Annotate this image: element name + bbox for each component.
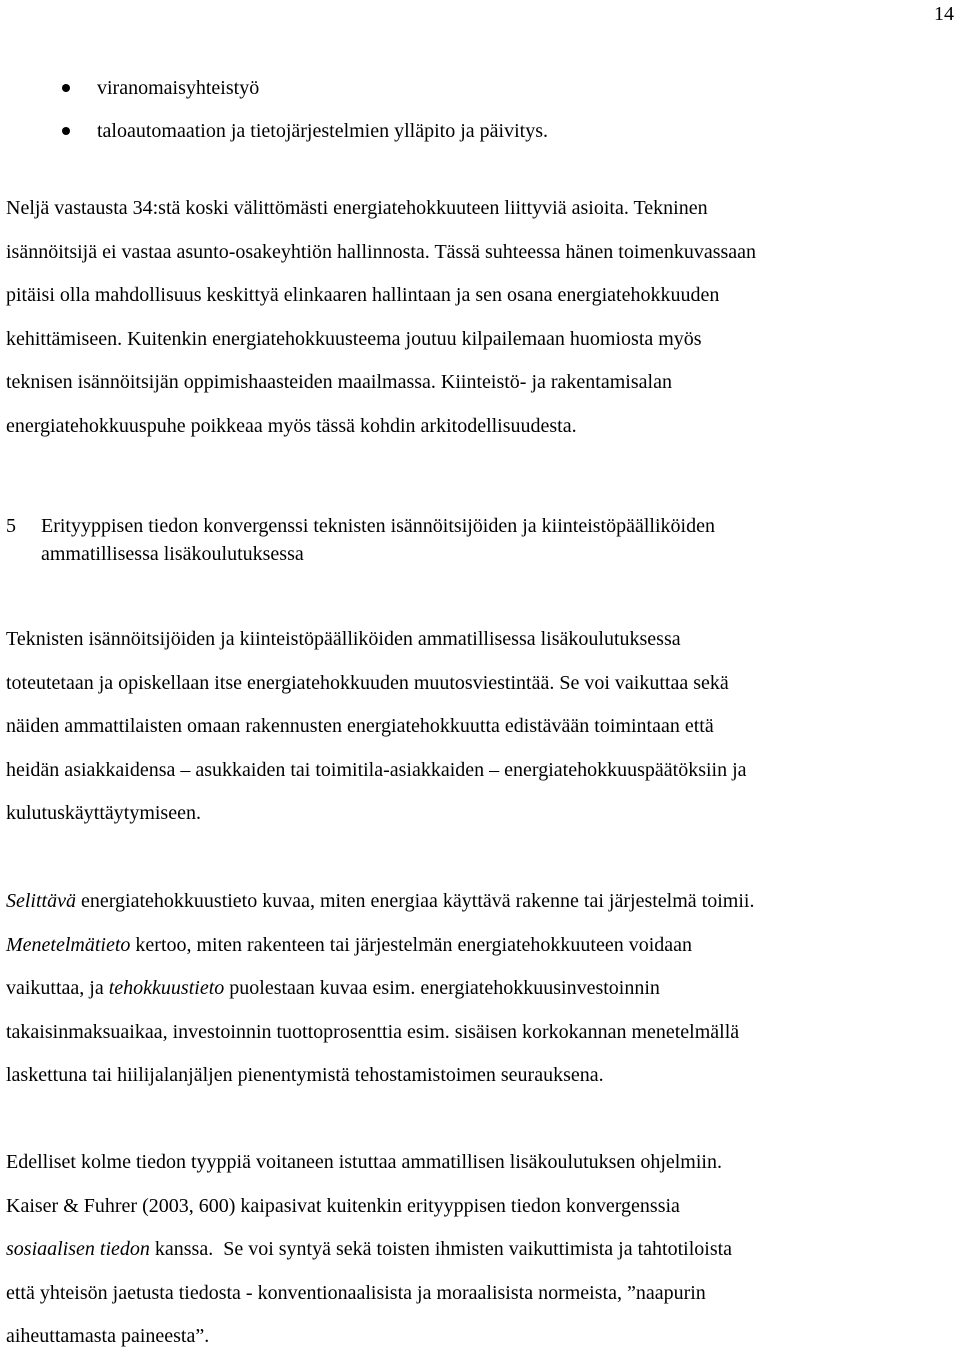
text-line: että yhteisön jaetusta tiedosta - konventionaalisista ja moraalisista normeista, ”naapurin	[6, 1281, 706, 1304]
text-line: Kaiser & Fuhrer (2003, 600) kaipasivat kuitenkin erityyppisen tiedon konvergenssia	[6, 1194, 680, 1217]
emphasis-text: Menetelmätieto	[6, 933, 131, 956]
section-title	[41, 512, 715, 568]
bullet-icon	[62, 84, 70, 92]
emphasis-text: sosiaalisen tiedon	[6, 1238, 150, 1261]
emphasis-text: tehokkuustieto	[108, 977, 225, 1000]
text-line: laskettuna tai hiilijalanjäljen pienentymistä tehostamistoimen seurauksena.	[6, 1064, 604, 1087]
text-line: aiheuttamasta paineesta”.	[6, 1325, 210, 1348]
list-item	[62, 117, 548, 160]
text-span: kanssa. Se voi syntyä sekä toisten ihmisten vaikuttimista ja tahtotiloista	[149, 1238, 733, 1261]
text-line: teknisen isännöitsijän oppimishaasteiden maailmassa. Kiinteistö- ja rakentamisalan	[6, 371, 672, 394]
text-line: isännöitsijä ei vastaa asunto-osakeyhtiön hallinnosta. Tässä suhteessa hänen toimenkuvassaan	[6, 240, 757, 263]
text-line: takaisinmaksuaikaa, investoinnin tuottoprosenttia esim. sisäisen korkokannan menetelmällä	[6, 1020, 740, 1043]
text-line: toteutetaan ja opiskellaan itse energiatehokkuuden muutosviestintää. Se voi vaikuttaa sekä	[6, 671, 729, 694]
section-title-line: Erityyppisen tiedon konvergenssi teknisten isännöitsijöiden ja kiinteistöpäälliköiden	[41, 515, 715, 537]
text-line: Neljä vastausta 34:stä koski välittömästi energiatehokkuuteen liittyviä asioita. Tekninen	[6, 197, 708, 219]
text-line	[6, 967, 956, 1011]
section-title-line: ammatillisessa lisäkoulutuksessa	[41, 543, 304, 565]
paragraph-training	[6, 618, 956, 836]
text-line: pitäisi olla mahdollisuus keskittyä elinkaaren hallintaan ja sen osana energiatehokkuuden	[6, 284, 720, 307]
text-span: kertoo, miten rakenteen tai järjestelmän energiatehokkuuteen voidaan	[130, 933, 693, 956]
bullet-list	[62, 74, 548, 160]
paragraph-knowledge-types	[6, 880, 956, 1098]
text-line	[6, 880, 956, 924]
list-item	[62, 74, 548, 117]
text-line: Teknisten isännöitsijöiden ja kiinteistöpäälliköiden ammatillisessa lisäkoulutuksessa	[6, 628, 681, 650]
text-line: energiatehokkuuspuhe poikkeaa myös tässä kohdin arkitodellisuudesta.	[6, 414, 577, 437]
bullet-icon	[62, 127, 70, 135]
text-span: puolestaan kuvaa esim. energiatehokkuusinvestoinnin	[224, 977, 660, 1000]
text-span: vaikuttaa, ja	[6, 977, 109, 1000]
list-item-text: taloautomaation ja tietojärjestelmien ylläpito ja päivitys.	[97, 120, 548, 142]
paragraph-social-knowledge	[6, 1141, 956, 1359]
text-line: kulutuskäyttäytymiseen.	[6, 802, 201, 825]
paragraph-energy-responses	[6, 187, 956, 449]
text-line	[6, 924, 956, 968]
text-line: heidän asiakkaidensa – asukkaiden tai toimitila-asiakkaiden – energiatehokkuuspäätöksiin ja	[6, 758, 747, 781]
text-line	[6, 1228, 956, 1272]
text-line: Edelliset kolme tiedon tyyppiä voitaneen istuttaa ammatillisen lisäkoulutuksen ohjelmiin.	[6, 1151, 722, 1173]
section-number: 5	[6, 515, 16, 537]
text-line: näiden ammattilaisten omaan rakennusten energiatehokkuutta edistävään toimintaan että	[6, 715, 714, 738]
list-item-text: viranomaisyhteistyö	[97, 77, 260, 99]
emphasis-text: Selittävä	[6, 890, 76, 912]
page-number: 14	[934, 3, 954, 25]
text-span: energiatehokkuustieto kuvaa, miten energiaa käyttävä rakenne tai järjestelmä toimii.	[75, 890, 755, 912]
text-line: kehittämiseen. Kuitenkin energiatehokkuusteema joutuu kilpailemaan huomiosta myös	[6, 327, 702, 350]
